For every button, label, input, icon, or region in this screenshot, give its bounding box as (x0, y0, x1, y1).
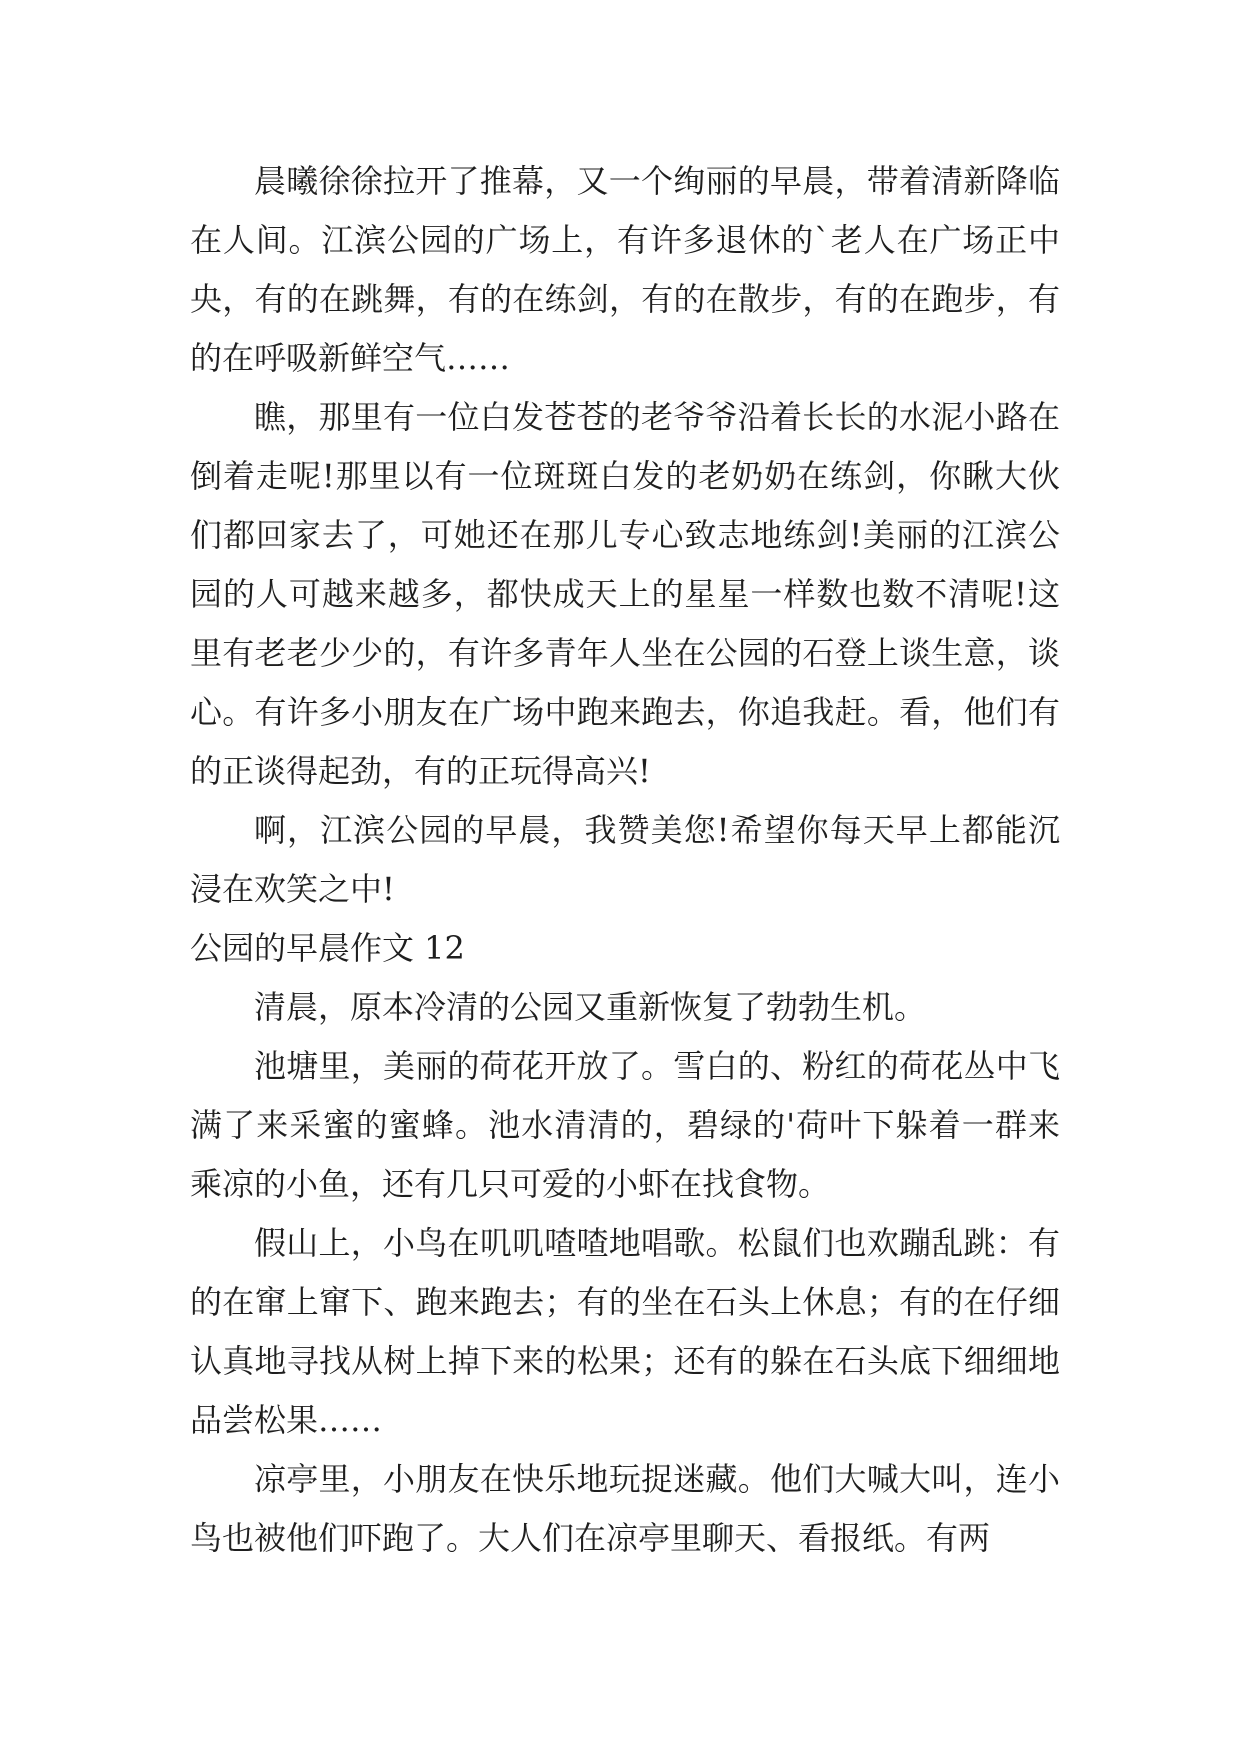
section-title: 公园的早晨作文 12 (190, 929, 465, 967)
paragraph: 凉亭里，小朋友在快乐地玩捉迷藏。他们大喊大叫，连小鸟也被他们吓跑了。大人们在凉亭里聊天、看报纸。有两 (190, 1460, 1060, 1557)
paragraph: 啊，江滨公园的早晨，我赞美您!希望你每天早上都能沉浸在欢笑之中! (190, 811, 1060, 908)
paragraph: 晨曦徐徐拉开了推幕，又一个绚丽的早晨，带着清新降临在人间。江滨公园的广场上，有许多退休的`老人在广场正中央，有的在跳舞，有的在练剑，有的在散步，有的在跑步，有的在呼吸新鲜空气…… (190, 162, 1060, 377)
paragraph: 瞧，那里有一位白发苍苍的老爷爷沿着长长的水泥小路在倒着走呢!那里以有一位斑斑白发的老奶奶在练剑，你瞅大伙们都回家去了，可她还在那儿专心致志地练剑!美丽的江滨公园的人可越来越多，都快成天上的星星一样数也数不清呢!这里有老老少少的，有许多青年人坐在公园的石登上谈生意，谈心。有许多小朋友在广场中跑来跑去，你追我赶。看，他们有的正谈得起劲，有的正玩得高兴! (190, 398, 1060, 790)
paragraph: 清晨，原本冷清的公园又重新恢复了勃勃生机。 (254, 988, 927, 1026)
document-body (190, 152, 1060, 1568)
paragraph: 假山上，小鸟在叽叽喳喳地唱歌。松鼠们也欢蹦乱跳：有的在窜上窜下、跑来跑去；有的坐在石头上休息；有的在仔细认真地寻找从树上掉下来的松果；还有的躲在石头底下细细地品尝松果…… (190, 1224, 1060, 1439)
paragraph: 池塘里，美丽的荷花开放了。雪白的、粉红的荷花丛中飞满了来采蜜的蜜蜂。池水清清的，碧绿的'荷叶下躲着一群来乘凉的小鱼，还有几只可爱的小虾在找食物。 (190, 1047, 1060, 1203)
